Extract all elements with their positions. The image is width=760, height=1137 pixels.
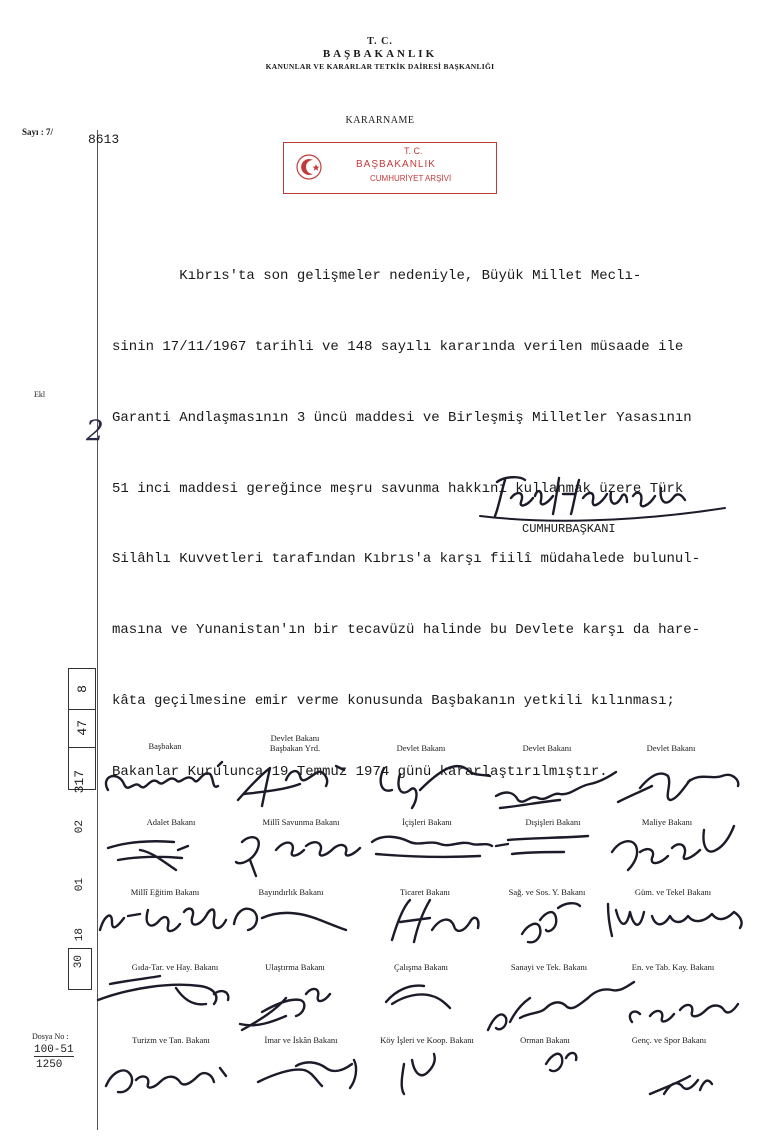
margin-number-317: 317 <box>72 770 87 794</box>
signature-stroke <box>496 836 588 854</box>
president-title: CUMHURBAŞKANI <box>522 522 616 536</box>
signature-stroke <box>612 826 734 870</box>
signature-stroke <box>608 904 742 936</box>
minister-label: Ticaret Bakanı <box>400 887 450 897</box>
minister-label: Turizm ve Tan. Bakanı <box>132 1035 210 1045</box>
body-line: masına ve Yunanistan'ın bir tecavüzü halinde bu Devlete karşı da hare- <box>112 622 701 639</box>
header-tc: T. C. <box>367 36 393 47</box>
minister-label: Sağ. ve Sos. Y. Bakanı <box>508 887 586 897</box>
margin-number-01: 01 <box>74 878 86 892</box>
signature-stroke <box>386 986 450 1008</box>
minister-label: Devlet Bakanı <box>522 743 572 753</box>
minister-label: Devlet Bakanı <box>646 743 696 753</box>
minister-label: İmar ve İskân Bakanı <box>264 1035 338 1045</box>
minister-label: Genç. ve Spor Bakanı <box>631 1035 707 1045</box>
margin-number-18: 18 <box>74 928 86 942</box>
body-line: Silâhlı Kuvvetleri tarafından Kıbrıs'a karşı fiilî müdahalede bulunul- <box>112 551 701 568</box>
vertical-box-number-3: 8 <box>74 685 90 693</box>
minister-label: Orman Bakanı <box>520 1035 570 1045</box>
stamp-line-3: CUMHURİYET ARŞİVİ <box>370 174 452 183</box>
minister-label: Çalışma Bakanı <box>393 962 449 972</box>
sayi-number: 8613 <box>88 132 120 147</box>
signature-stroke <box>108 841 188 870</box>
minister-label: Adalet Bakanı <box>146 817 196 827</box>
signature-stroke <box>546 1053 576 1071</box>
signature-stroke <box>522 903 580 942</box>
signature-stroke <box>106 1068 226 1092</box>
signature-stroke <box>372 837 492 857</box>
minister-label: Başbakan <box>148 741 182 751</box>
signature-stroke <box>496 772 616 808</box>
signature-stroke <box>630 1004 738 1022</box>
signature-stroke <box>106 762 222 790</box>
dosya-label: Dosya No : <box>32 1032 69 1041</box>
margin-number-30: 30 <box>73 955 85 969</box>
signature-stroke <box>618 774 738 802</box>
signature-stroke <box>238 766 344 806</box>
vertical-box-number-2: 47 <box>74 720 90 736</box>
body-line: kâta geçilmesine emir verme konusunda Başbakanın yetkili kılınması; <box>112 692 675 709</box>
signature-stroke <box>234 909 346 930</box>
minister-label: En. ve Tab. Kay. Bakanı <box>631 962 715 972</box>
minister-label: Sanayi ve Tek. Bakanı <box>510 962 588 972</box>
signature-stroke <box>650 1076 712 1094</box>
signature-stroke <box>488 982 634 1030</box>
body-line: Kıbrıs'ta son gelişmeler nedeniyle, Büyük Millet Meclı- <box>112 268 642 285</box>
header-department: KANUNLAR VE KARARLAR TETKİK DAİRESİ BAŞKANLIĞI <box>265 62 495 71</box>
minister-label: Maliye Bakanı <box>641 817 693 827</box>
body-line: Garanti Andlaşmasının 3 üncü maddesi ve Birleşmiş Milletler Yasasının <box>112 409 692 426</box>
minister-label: Köy İşleri ve Koop. Bakanı <box>380 1035 474 1045</box>
signature-stroke <box>258 1060 356 1088</box>
minister-label: Millî Savunma Bakanı <box>262 817 340 827</box>
signature-stroke <box>381 766 490 808</box>
header-ministry: BAŞBAKANLIK <box>322 48 438 60</box>
minister-label: Devlet Bakanı Başbakan Yrd. <box>269 733 321 753</box>
document-type: KARARNAME <box>345 115 415 126</box>
signature-stroke <box>236 837 360 876</box>
margin-number-02: 02 <box>74 820 86 834</box>
minister-label: Güm. ve Tekel Bakanı <box>634 887 712 897</box>
stamp-line-2: BAŞBAKANLIK <box>356 159 436 170</box>
ek-handwritten: 2 <box>86 414 104 447</box>
minister-label: Bayındırlık Bakanı <box>258 887 324 897</box>
minister-label: Gıda-Tar. ve Hay. Bakanı <box>131 962 219 972</box>
signature-stroke <box>98 976 228 1004</box>
signature-stroke <box>392 900 478 942</box>
body-line: sinin 17/11/1967 tarihli ve 148 sayılı kararında verilen müsaade ile <box>112 338 684 355</box>
dosya-no: 100-51 <box>34 1044 74 1056</box>
minister-label: Millî Eğitim Bakanı <box>130 887 200 897</box>
sayi-label: Sayı : 7/ <box>22 127 54 137</box>
stamp-line-1: T. C. <box>404 146 423 156</box>
body-line: Bakanlar Kurulunca 19 Temmuz 1974 günü kararlaştırılmıştır. <box>112 763 608 780</box>
ekl-label: Ekl <box>34 390 46 399</box>
minister-label: İçişleri Bakanı <box>402 817 452 827</box>
signature-stroke <box>100 909 226 931</box>
dosya-sub: 1250 <box>36 1059 63 1071</box>
signature-stroke <box>402 1054 435 1094</box>
body-line: 51 inci maddesi gereğince meşru savunma hakkını kullanmak üzere Türk <box>112 480 684 497</box>
minister-label: Devlet Bakanı <box>396 743 446 753</box>
signature-stroke <box>240 989 330 1030</box>
minister-label: Dışişleri Bakanı <box>525 817 581 827</box>
minister-label: Ulaştırma Bakanı <box>265 962 325 972</box>
